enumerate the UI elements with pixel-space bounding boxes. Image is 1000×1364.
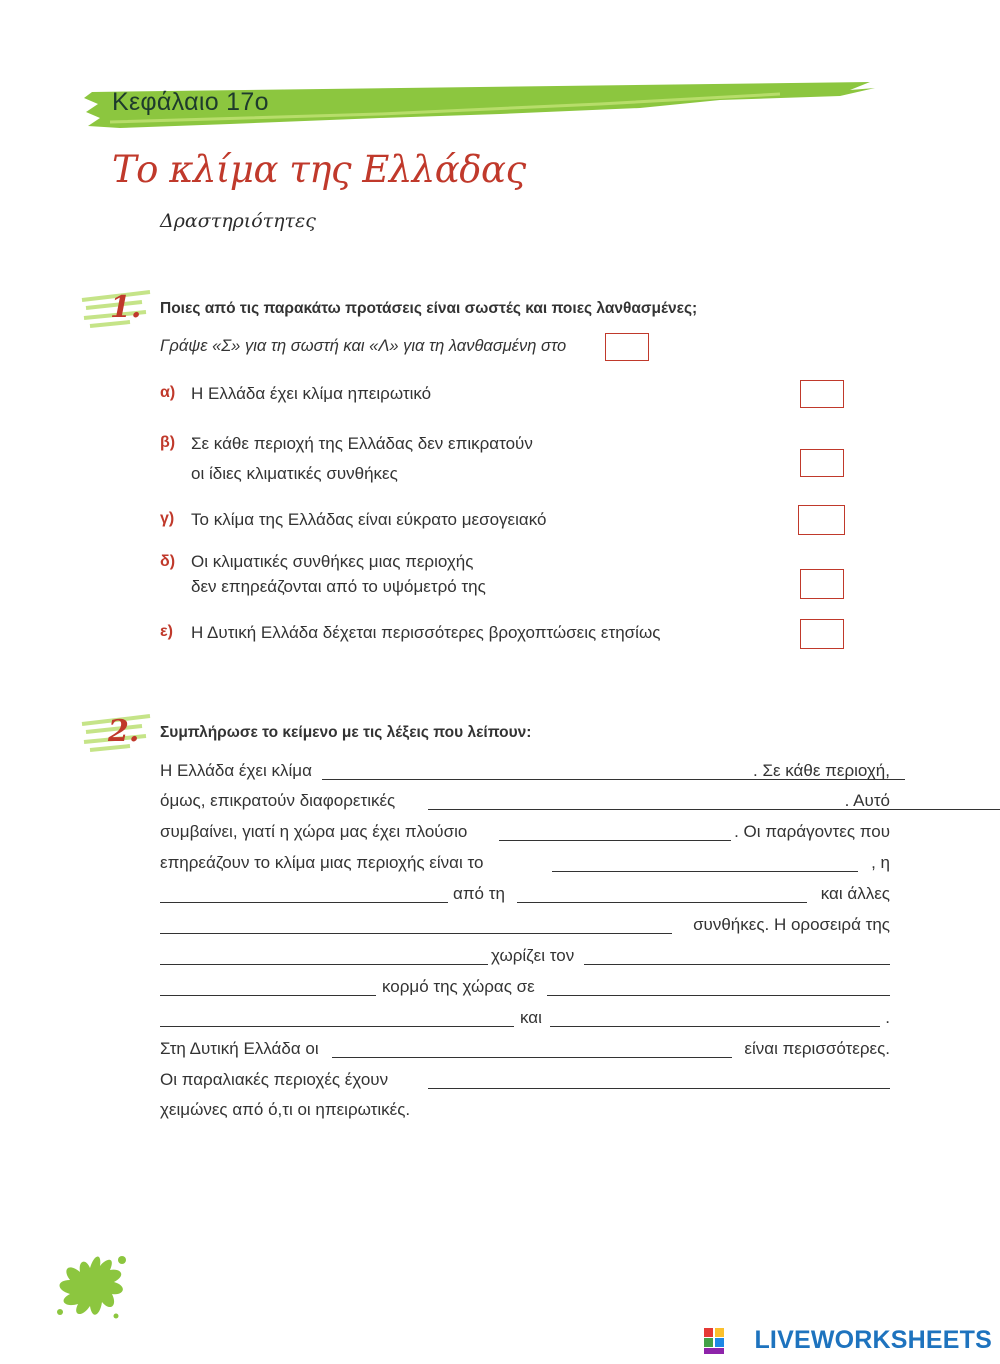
- liveworksheets-brand[interactable]: LIVEWORKSHEETS: [754, 1326, 992, 1354]
- statement-b: [191, 430, 533, 487]
- text-line-6: [160, 915, 890, 937]
- statement-line: οι ίδιες κλιματικές συνθήκες: [191, 464, 398, 483]
- text-segment: συμβαίνει, γιατί η χώρα μας έχει πλούσιο: [160, 822, 468, 841]
- answer-box-e[interactable]: [800, 619, 844, 649]
- text-segment: και: [520, 1008, 542, 1027]
- text-segment: χωρίζει τον: [491, 946, 575, 965]
- blank-input[interactable]: [160, 950, 488, 965]
- exercise-number: 1.: [110, 290, 142, 325]
- statement-line: Η Ελλάδα έχει κλίμα ηπειρωτικό: [191, 384, 432, 403]
- text-segment: επηρεάζουν το κλίμα μιας περιοχής είναι το: [160, 853, 484, 872]
- answer-box-a[interactable]: [800, 380, 844, 408]
- statement-line: δεν επηρεάζονται από το υψόμετρό της: [191, 577, 486, 596]
- statement-line: Σε κάθε περιοχή της Ελλάδας δεν επικρατούν: [191, 434, 533, 453]
- text-segment: και άλλες: [820, 884, 890, 903]
- blank-input[interactable]: [428, 795, 1000, 810]
- liveworksheets-logo-icon: [704, 1328, 726, 1356]
- text-segment: όμως, επικρατούν διαφορετικές: [160, 791, 396, 810]
- text-segment: συνθήκες. Η οροσειρά της: [693, 915, 890, 934]
- text-segment: .: [885, 1008, 890, 1027]
- text-line-4: [160, 853, 890, 875]
- text-line-7: [160, 946, 890, 968]
- text-segment: , η: [871, 853, 890, 872]
- blank-input[interactable]: [499, 826, 731, 841]
- answer-box-b[interactable]: [800, 449, 844, 477]
- page-title: Το κλίμα της Ελλάδας: [112, 148, 526, 191]
- answer-box-d[interactable]: [800, 569, 844, 599]
- text-segment: είναι περισσότερες.: [744, 1039, 890, 1058]
- exercise-1-badge: [80, 286, 160, 336]
- text-line-5: [160, 884, 890, 906]
- blank-input[interactable]: [550, 1012, 880, 1027]
- exercise-1-instruction: Γράψε «Σ» για τη σωστή και «Λ» για τη λανθασμένη στο: [160, 337, 567, 355]
- exercise-number: 2.: [108, 714, 140, 749]
- blank-input[interactable]: [552, 857, 858, 872]
- green-splat-icon: [50, 1250, 132, 1326]
- text-line-11: [160, 1070, 890, 1092]
- statement-e: [191, 619, 660, 646]
- text-segment: . Σε κάθε περιοχή,: [753, 761, 890, 780]
- text-line-8: [160, 977, 890, 999]
- statement-a: [191, 380, 431, 407]
- text-segment: από τη: [453, 884, 505, 903]
- exercise-1-question: Ποιες από τις παρακάτω προτάσεις είναι σωστές και ποιες λανθασμένες;: [160, 300, 698, 317]
- text-line-1: [160, 761, 890, 783]
- blank-input[interactable]: [160, 981, 376, 996]
- text-segment: Οι παραλιακές περιοχές έχουν: [160, 1070, 389, 1089]
- text-segment: Στη Δυτική Ελλάδα οι: [160, 1039, 319, 1058]
- statement-d: [191, 549, 486, 599]
- blank-input[interactable]: [160, 888, 448, 903]
- blank-input[interactable]: [517, 888, 807, 903]
- blank-input[interactable]: [160, 919, 672, 934]
- blank-input[interactable]: [160, 1012, 514, 1027]
- text-segment: . Οι παράγοντες που: [734, 822, 890, 841]
- chapter-heading: Κεφάλαιο 17ο: [112, 88, 269, 116]
- blank-input[interactable]: [428, 1074, 890, 1089]
- text-line-12: [160, 1100, 890, 1122]
- blank-input[interactable]: [547, 981, 890, 996]
- item-label: δ): [160, 553, 176, 570]
- text-line-3: [160, 822, 890, 844]
- statement-line: Οι κλιματικές συνθήκες μιας περιοχής: [191, 552, 474, 571]
- item-label: α): [160, 384, 176, 401]
- text-line-9: [160, 1008, 890, 1030]
- item-label: γ): [160, 510, 175, 527]
- exercise-2-question: Συμπλήρωσε το κείμενο με τις λέξεις που λείπουν:: [160, 724, 532, 741]
- statement-line: Το κλίμα της Ελλάδας είναι εύκρατο μεσογειακό: [191, 510, 547, 529]
- text-segment: Η Ελλάδα έχει κλίμα: [160, 761, 312, 780]
- text-line-10: [160, 1039, 890, 1061]
- instruction-sample-box: [605, 333, 649, 361]
- item-label: ε): [160, 623, 173, 640]
- page-subtitle: Δραστηριότητες: [160, 210, 316, 232]
- text-segment: χειμώνες από ό,τι οι ηπειρωτικές.: [160, 1100, 411, 1119]
- statement-g: [191, 506, 546, 533]
- blank-input[interactable]: [332, 1043, 732, 1058]
- text-segment: κορμό της χώρας σε: [382, 977, 535, 996]
- answer-box-g[interactable]: [798, 505, 845, 535]
- text-line-2: [160, 791, 890, 813]
- item-label: β): [160, 434, 176, 451]
- exercise-2-badge: [80, 710, 160, 760]
- statement-line: Η Δυτική Ελλάδα δέχεται περισσότερες βροχοπτώσεις ετησίως: [191, 623, 661, 642]
- blank-input[interactable]: [584, 950, 890, 965]
- text-segment: . Αυτό: [844, 791, 890, 810]
